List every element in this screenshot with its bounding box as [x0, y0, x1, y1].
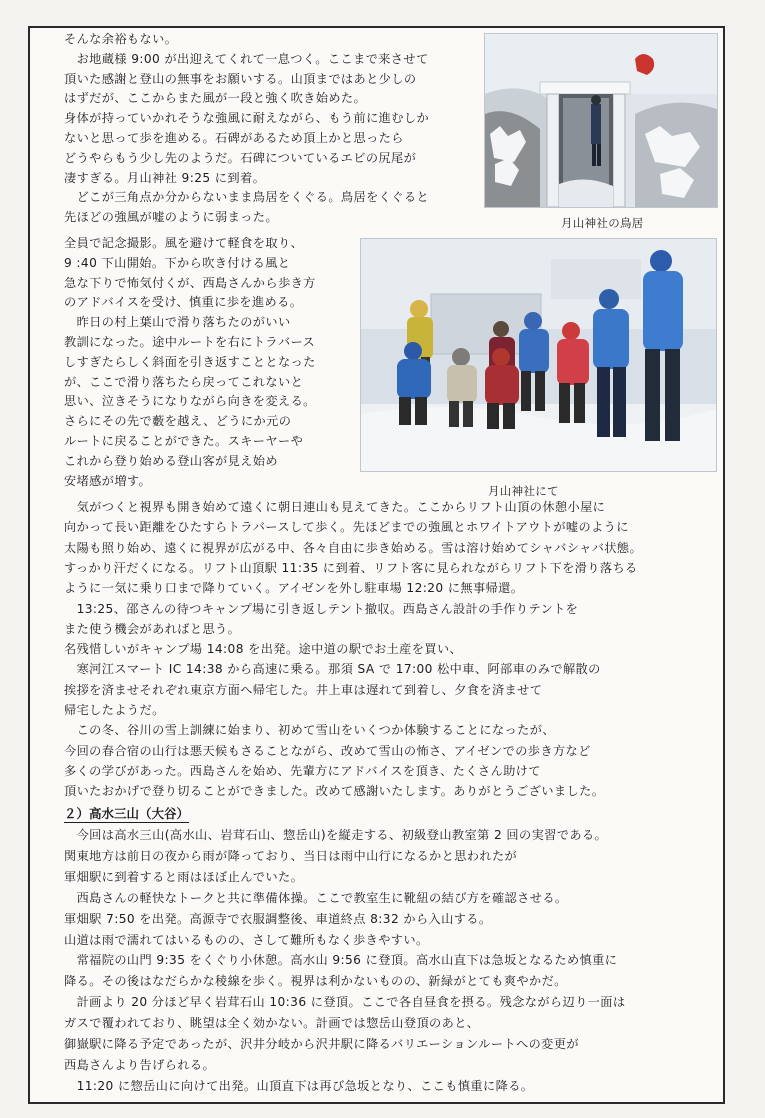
text-line: さらにその先で藪を越え、どうにか元の	[64, 414, 292, 429]
text-line: のアドバイスを受け、慎重に歩を進める。	[64, 295, 303, 310]
text-line: 凄すぎる。月山神社 9:25 に到着。	[64, 170, 266, 185]
text-line: 向かって長い距離をひたすらトラバースして歩く。先ほどまでの強風とホワイトアウトが嘘のように	[64, 520, 629, 535]
text-line: 軍畑駅 7:50 を出発。高源寺で衣服調整後、車道終点 8:32 から入山する。	[64, 911, 492, 926]
photo-shrine-torii-caption: 月山神社の鳥居	[561, 216, 644, 230]
photo-group-caption: 月山神社にて	[488, 484, 559, 498]
text-line: 寒河江スマート IC 14:38 から高速に乗る。那須 SA で 17:00 松中車、阿部車のみで解散の	[64, 662, 601, 677]
text-line: 今回は高水三山(高水山、岩茸石山、惣岳山)を縦走する、初級登山教室第 2 回の実習である。	[64, 828, 608, 842]
group-photo-image	[361, 239, 716, 471]
text-line: どうやらもう少し先のようだ。石碑についているエビの尻尾が	[64, 150, 417, 165]
text-line: そんな余裕もない。	[64, 32, 178, 46]
text-line: 安堵感が増す。	[64, 473, 152, 488]
text-line: 教訓になった。途中ルートを右にトラバース	[64, 335, 316, 349]
text-line: また使う機会があればと思う。	[64, 621, 241, 636]
text-line: 常福院の山門 9:35 をくぐり小休憩。高水山 9:56 に登頂。高水山直下は急坂となるため慎重に	[64, 953, 618, 968]
text-line: 今回の春合宿の山行は悪天候もさることながら、改めて雪山の怖さ、アイゼンでの歩き方など	[64, 743, 591, 758]
text-line: 西島さんの軽快なトークと共に準備体操。ここで教室生に靴紐の結び方を確認させる。	[64, 890, 568, 905]
text-line: 計画より 20 分ほど早く岩茸石山 10:36 に登頂。ここで各自昼食を摂る。残念ながら辺り一面は	[64, 995, 626, 1010]
photo-group	[360, 238, 717, 472]
text-line: 昨日の村上葉山で滑り落ちたのがいい	[64, 315, 291, 330]
text-line: 挨拶を済ませそれぞれ東京方面へ帰宅した。井上車は遅れて到着し、夕食を済ませて	[64, 682, 543, 697]
text-line: 先ほどの強風が嘘のように弱まった。	[64, 210, 278, 225]
text-line: すっかり汗だくになる。リフト山頂駅 11:35 に到着、リフト客に見られながらリフト下を滑り落ちる	[64, 560, 638, 575]
text-line: これから登り始める登山客が見え始め	[64, 453, 278, 468]
text-line: この冬、谷川の雪上訓練に始まり、初めて雪山をいくつか体験することになったが、	[64, 723, 555, 738]
torii-photo-image	[485, 34, 717, 207]
text-line: 降る。その後はなだらかな稜線を歩く。視界は利かないものの、新緑がとても爽やかだ。	[64, 974, 567, 989]
text-line: 多くの学びがあった。西島さんを始め、先輩方にアドバイスを頂き、たくさん助けて	[64, 763, 541, 778]
text-line: 御嶽駅に降る予定であったが、沢井分岐から沢井駅に降るバリエーションルートへの変更が	[64, 1037, 579, 1051]
text-line: ように一気に乗り口まで降りていく。アイゼンを外し駐車場 12:20 に無事帰還。	[64, 581, 524, 596]
text-line: 軍畑駅に到着すると雨はほぼ止んでいた。	[64, 869, 304, 884]
photo-shrine-torii	[484, 33, 718, 208]
text-line: 名残惜しいがキャンプ場 14:08 を出発。途中道の駅でお土産を買い、	[64, 642, 463, 657]
text-line: 気がつくと視界も開き始めて遠くに朝日連山も見えてきた。ここからリフト山頂の休憩小屋に	[64, 500, 606, 514]
text-line: ルートに戻ることができた。スキーヤーや	[64, 434, 304, 448]
text-line: 頂いた感謝と登山の無事をお願いする。山頂まではあと少しの	[64, 71, 417, 86]
text-line: 頂いたおかげで登り切ることができました。改めて感謝いたします。ありがとうございました。	[64, 784, 605, 799]
text-line: ないと思って歩を進める。石碑があるため頂上かと思ったら	[64, 131, 404, 145]
text-line: 関東地方は前日の夜から雨が降っており、当日は雨中山行になるかと思われたが	[64, 848, 518, 863]
text-line: が、ここで滑り落ちたら戻ってこれないと	[64, 374, 304, 389]
text-line: 身体が持っていかれそうな強風に耐えながら、もう前に進むしか	[64, 111, 430, 126]
section-heading: ２）高水三山（大谷）	[64, 806, 190, 821]
text-line: 11:20 に惣岳山に向けて出発。山頂直下は再び急坂となり、ここも慎重に降る。	[64, 1078, 534, 1093]
text-line: 西島さんより告げられる。	[64, 1057, 216, 1072]
text-line: お地蔵様 9:00 が出迎えてくれて一息つく。ここまで来させて	[64, 51, 429, 66]
text-line: 13:25、邵さんの待つキャンプ場に引き返しテント撤収。西島さん設計の手作りテントを	[64, 601, 579, 616]
text-line: どこが三角点か分からないまま鳥居をくぐる。鳥居をくぐると	[64, 190, 430, 205]
text-line: 9 :40 下山開始。下から吹き付ける風と	[64, 255, 291, 270]
text-line: 山道は雨で濡れてはいるものの、さして難所もなく歩きやすい。	[64, 932, 429, 947]
text-line: 思い、泣きそうになりながら向きを変える。	[64, 394, 316, 409]
text-line: 全員で記念撮影。風を避けて軽食を取り、	[64, 236, 304, 250]
text-line: 急な下りで怖気付くが、西島さんから歩き方	[64, 275, 316, 290]
text-line: 太陽も照り始め、遠くに視界が広がる中、各々自由に歩き始める。雪は溶け始めてシャバシャバ状態。	[64, 540, 643, 555]
text-line: ガスで覆われており、眺望は全く効かない。計画では惣岳山登頂のあと、	[64, 1016, 480, 1031]
text-line: はずだが、ここからまた風が一段と強く吹き始めた。	[64, 91, 367, 106]
text-line: 帰宅したようだ。	[64, 703, 165, 717]
text-line: しすぎたらしく斜面を引き返すこととなった	[64, 354, 316, 369]
